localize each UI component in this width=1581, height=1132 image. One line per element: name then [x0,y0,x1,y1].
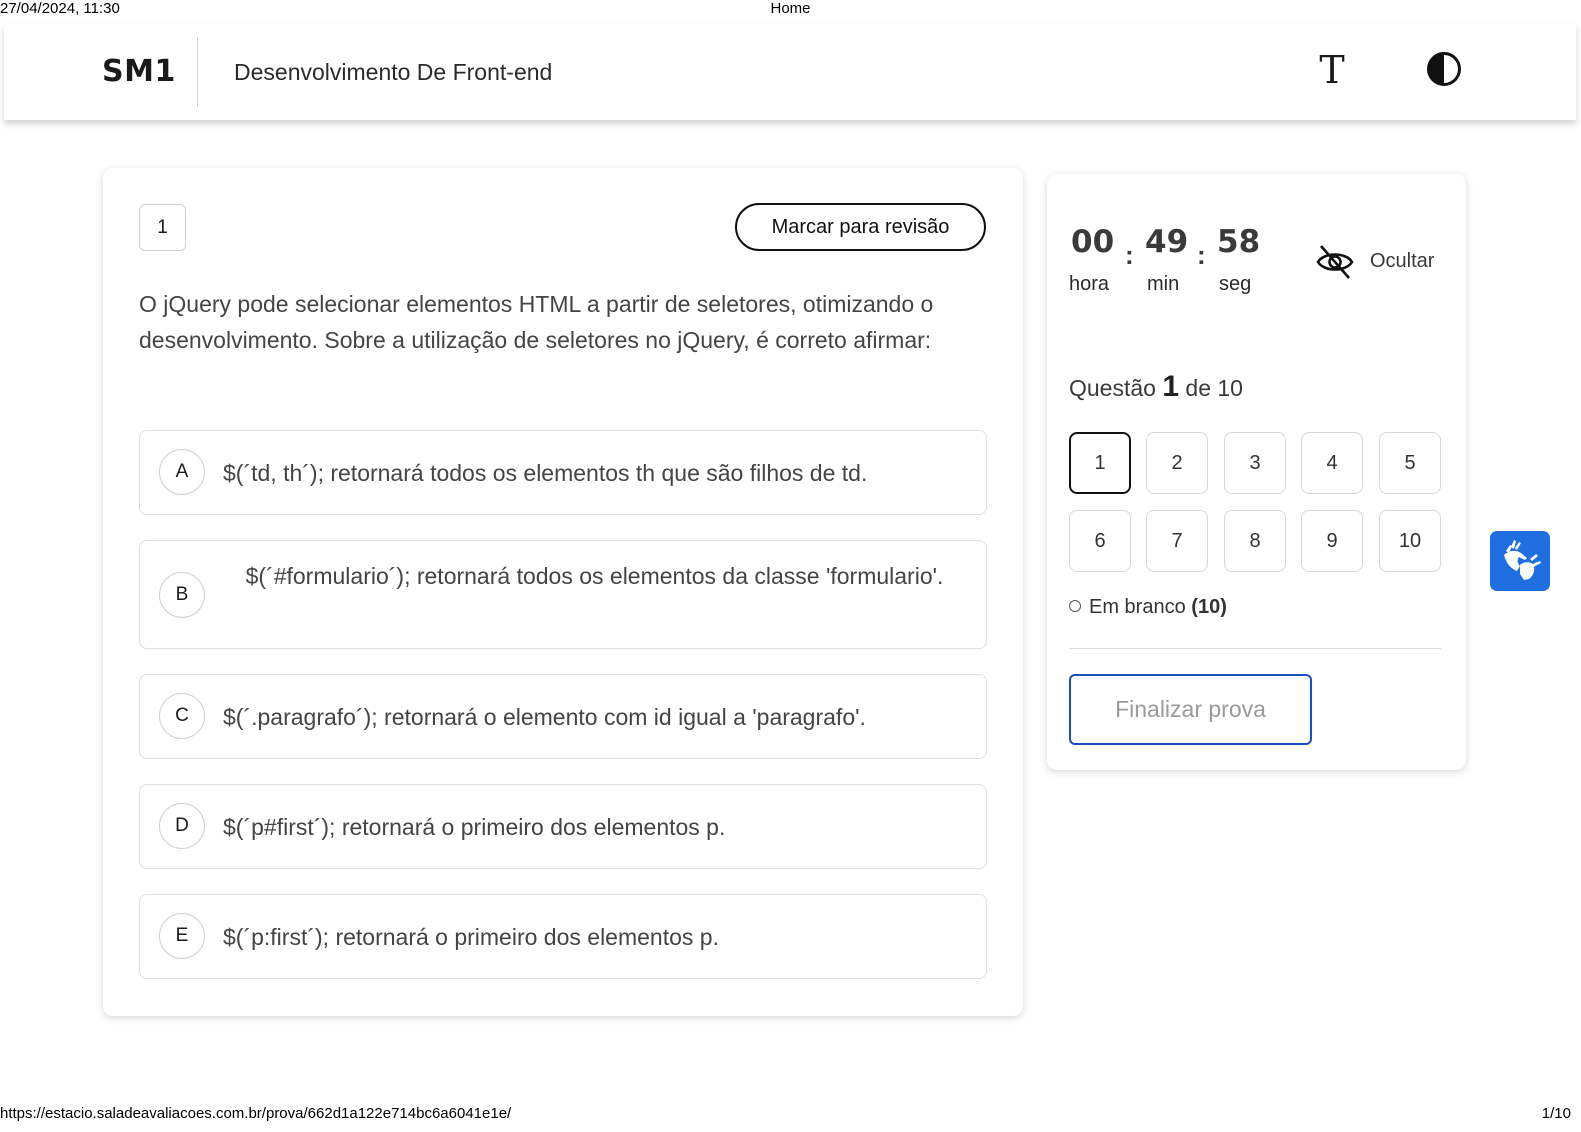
blank-label: Em branco [1089,596,1186,618]
sign-language-button[interactable] [1490,531,1550,591]
option-letter: C [159,693,205,739]
question-number: 1 [139,204,186,251]
blank-count: (10) [1191,596,1227,618]
print-url: https://estacio.saladeavaliacoes.com.br/prova/662d1a122e714bc6a6041e1e/ [0,1105,512,1122]
question-nav-6[interactable]: 6 [1069,510,1131,572]
question-text: O jQuery pode selecionar elementos HTML a partir de seletores, otimizando o desenvolvimento. Sobre a utilização de seletores no jQuery, é correto afirmar: [139,291,934,353]
question-progress [1069,370,1243,404]
print-title: Home [770,0,811,17]
eye-off-icon [1315,242,1355,282]
question-nav-8[interactable]: 8 [1224,510,1286,572]
timer-hours-label: hora [1069,273,1110,295]
blank-legend [1069,596,1227,619]
mark-for-review-button[interactable]: Marcar para revisão [735,203,986,251]
progress-prefix: Questão [1069,375,1156,401]
side-divider [1069,648,1441,649]
question-nav-9[interactable]: 9 [1301,510,1363,572]
option-b[interactable] [139,540,987,649]
question-card [103,168,1023,1016]
sign-language-icon [1490,531,1550,591]
option-text: $(´p:first´); retornará o primeiro dos elementos p. [223,924,719,950]
blank-dot-icon [1069,600,1081,612]
question-nav-3[interactable]: 3 [1224,432,1286,494]
option-text: $(´p#first´); retornará o primeiro dos elementos p. [223,814,726,840]
timer-separator: : [1125,240,1134,270]
timer-seconds: 58 [1217,224,1261,260]
font-size-icon[interactable]: T [1319,48,1345,92]
contrast-icon[interactable] [1426,51,1462,87]
option-text: $(´.paragrafo´); retornará o elemento com id igual a 'paragrafo'. [223,704,866,730]
question-nav-10[interactable]: 10 [1379,510,1441,572]
question-nav-5[interactable]: 5 [1379,432,1441,494]
option-letter: D [159,803,205,849]
option-letter: A [159,449,205,495]
course-title: Desenvolvimento De Front-end [234,59,553,85]
option-text: $(´td, th´); retornará todos os elementos th que são filhos de td. [223,460,868,486]
app-header [4,24,1576,120]
print-datetime: 27/04/2024, 11:30 [0,0,120,17]
question-nav-7[interactable]: 7 [1146,510,1208,572]
logo[interactable]: SM1 [102,54,176,89]
option-d[interactable] [139,784,987,869]
hide-timer-button[interactable] [1315,242,1445,282]
question-nav-1[interactable]: 1 [1069,432,1131,494]
question-nav-4[interactable]: 4 [1301,432,1363,494]
option-a[interactable] [139,430,987,515]
option-c[interactable] [139,674,987,759]
timer-seconds-label: seg [1219,273,1252,295]
header-divider [197,37,198,107]
timer-hours: 00 [1071,224,1115,260]
progress-current: 1 [1162,370,1180,403]
option-text: $(´#formulario´); retornará todos os elementos da classe 'formulario'. [245,563,944,589]
progress-suffix: de 10 [1185,375,1243,401]
option-e[interactable] [139,894,987,979]
option-letter: E [159,913,205,959]
question-nav-2[interactable]: 2 [1146,432,1208,494]
exam-side-panel [1047,174,1466,770]
hide-timer-label: Ocultar [1370,250,1435,272]
timer-minutes-label: min [1147,273,1180,295]
timer-separator: : [1197,240,1206,270]
print-page-number: 1/10 [1541,1105,1571,1122]
finish-exam-button[interactable]: Finalizar prova [1069,674,1312,745]
option-letter: B [159,572,205,618]
timer-minutes: 49 [1145,224,1189,260]
